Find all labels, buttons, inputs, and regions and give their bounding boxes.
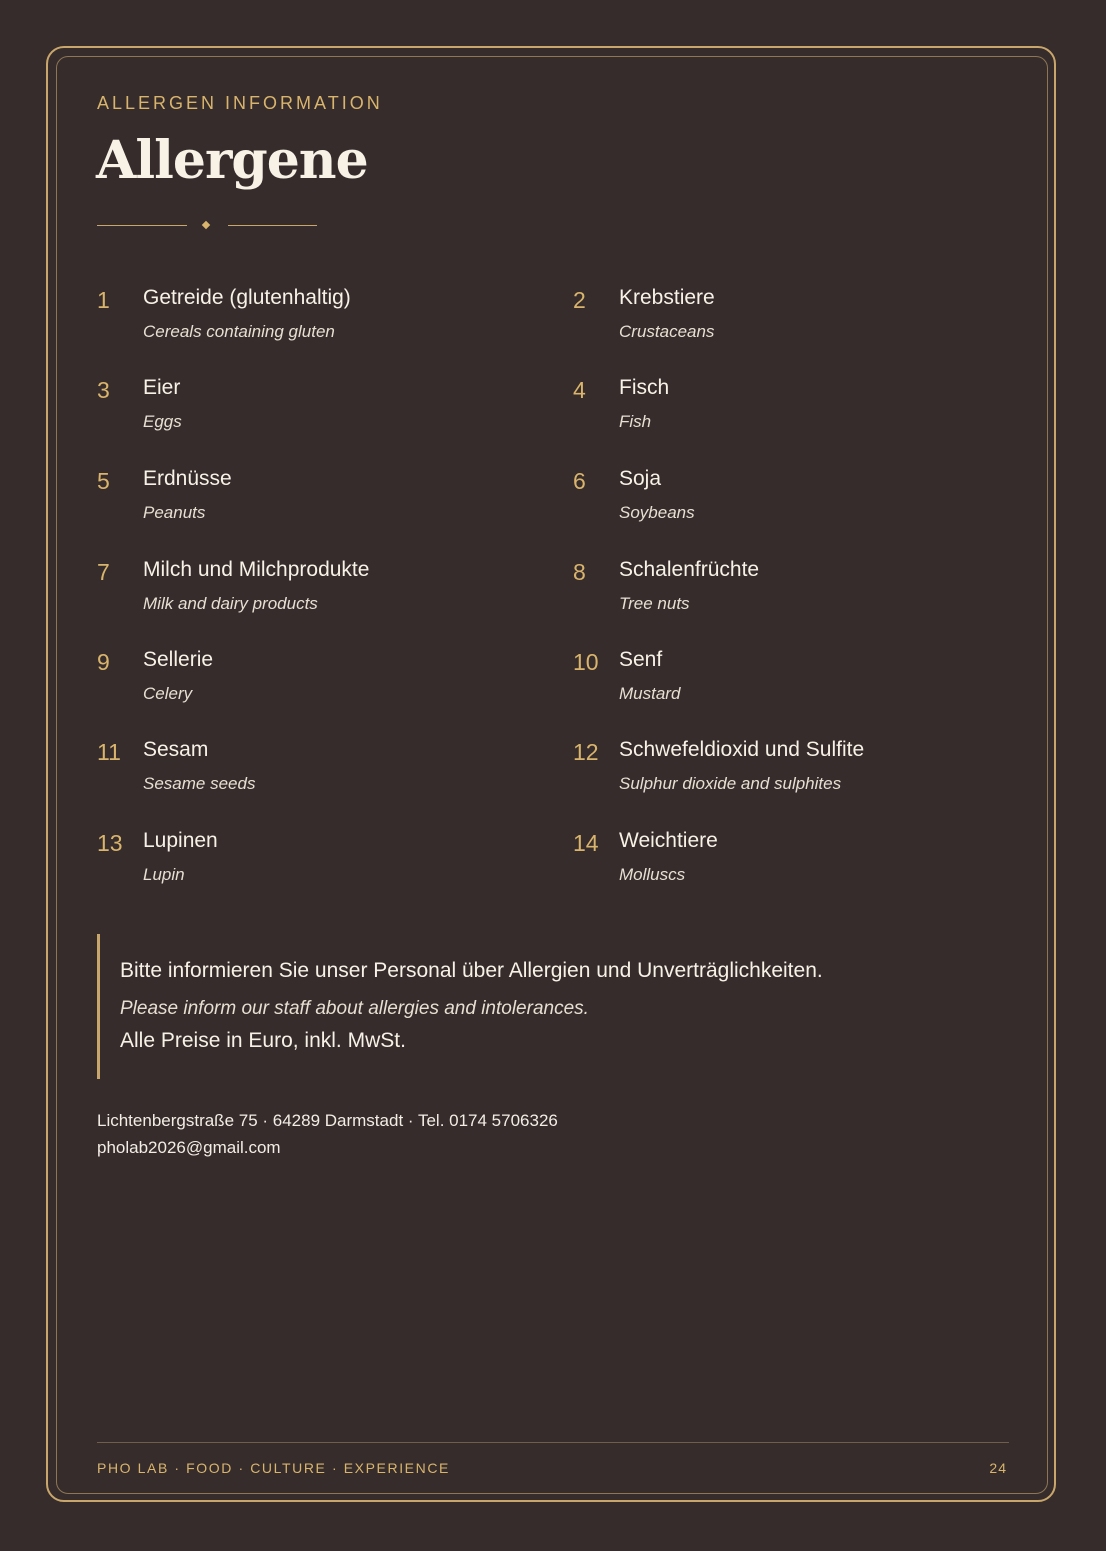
allergen-name-en: Eggs	[143, 412, 182, 431]
allergen-number: 5	[97, 468, 110, 494]
allergen-name-en: Celery	[143, 684, 193, 703]
title-divider-right	[228, 225, 317, 226]
allergen-item	[573, 829, 993, 899]
allergen-name-en: Molluscs	[619, 865, 686, 884]
allergen-item	[97, 286, 517, 356]
allergen-name-de: Milch und Milchprodukte	[143, 558, 370, 581]
allergen-name-en: Sulphur dioxide and sulphites	[619, 774, 842, 793]
allergen-name-en: Soybeans	[619, 503, 695, 522]
allergen-item	[573, 286, 993, 356]
allergen-item	[573, 558, 993, 628]
footer-tagline: PHO LAB · FOOD · CULTURE · EXPERIENCE	[97, 1460, 450, 1476]
allergen-item	[97, 648, 517, 718]
allergen-item	[97, 558, 517, 628]
allergen-name-en: Crustaceans	[619, 322, 715, 341]
allergen-item	[573, 467, 993, 537]
allergen-number: 8	[573, 559, 586, 585]
allergen-name-de: Fisch	[619, 376, 670, 399]
allergen-item	[97, 467, 517, 537]
page-number: 24	[989, 1460, 1007, 1476]
allergen-name-en: Peanuts	[143, 503, 206, 522]
allergen-number: 9	[97, 649, 110, 675]
allergen-name-de: Eier	[143, 376, 181, 399]
allergen-name-de: Krebstiere	[619, 286, 715, 309]
footer-divider	[97, 1442, 1009, 1443]
allergen-name-de: Getreide (glutenhaltig)	[143, 286, 351, 309]
price-notice: Alle Preise in Euro, inkl. MwSt.	[120, 1029, 406, 1052]
allergen-number: 12	[573, 739, 599, 765]
allergen-item	[573, 738, 993, 808]
allergen-number: 2	[573, 287, 586, 313]
allergen-name-en: Mustard	[619, 684, 681, 703]
allergen-name-en: Lupin	[143, 865, 185, 884]
allergen-name-en: Sesame seeds	[143, 774, 256, 793]
allergen-item	[97, 738, 517, 808]
contact-email: pholab2026@gmail.com	[97, 1138, 281, 1157]
title-divider-left	[97, 225, 187, 226]
allergen-number: 13	[97, 830, 123, 856]
allergen-item	[97, 829, 517, 899]
allergen-name-de: Lupinen	[143, 829, 218, 852]
allergen-name-de: Schalenfrüchte	[619, 558, 760, 581]
allergen-item	[573, 648, 993, 718]
allergen-name-de: Weichtiere	[619, 829, 718, 852]
allergen-name-en: Tree nuts	[619, 594, 690, 613]
notice-text-en: Please inform our staff about allergies and intolerances.	[120, 998, 589, 1019]
allergen-number: 6	[573, 468, 586, 494]
allergen-name-de: Senf	[619, 648, 663, 671]
allergen-name-de: Sesam	[143, 738, 209, 761]
allergen-name-de: Schwefeldioxid und Sulfite	[619, 738, 865, 761]
allergen-name-en: Fish	[619, 412, 652, 431]
contact-address: Lichtenbergstraße 75 · 64289 Darmstadt · Tel. 0174 5706326	[97, 1111, 558, 1130]
page-title: Allergene	[96, 130, 368, 191]
allergen-number: 10	[573, 649, 599, 675]
allergen-name-en: Milk and dairy products	[143, 594, 318, 613]
allergen-name-de: Soja	[619, 467, 662, 490]
allergen-number: 3	[97, 377, 110, 403]
allergen-name-de: Sellerie	[143, 648, 214, 671]
allergen-item	[573, 376, 993, 446]
allergen-number: 7	[97, 559, 110, 585]
allergen-item	[97, 376, 517, 446]
allergen-name-en: Cereals containing gluten	[143, 322, 335, 341]
allergen-number: 11	[97, 739, 121, 765]
allergen-name-de: Erdnüsse	[143, 467, 232, 490]
section-eyebrow: ALLERGEN INFORMATION	[97, 93, 383, 113]
notice-accent-bar	[97, 934, 100, 1079]
allergen-number: 1	[97, 287, 110, 313]
allergen-number: 4	[573, 377, 586, 403]
allergen-number: 14	[573, 830, 599, 856]
notice-text-de: Bitte informieren Sie unser Personal über Allergien und Unverträglichkeiten.	[120, 959, 823, 982]
